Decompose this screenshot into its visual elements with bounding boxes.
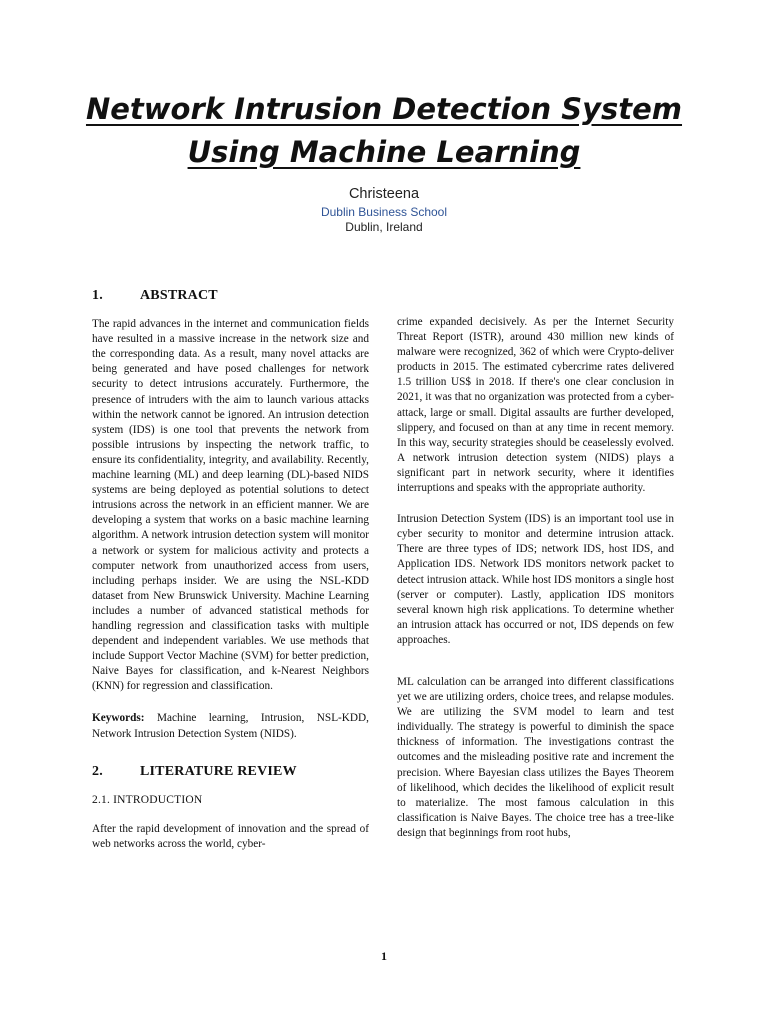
literature-heading-text: LITERATURE REVIEW — [140, 763, 297, 779]
paper-title-line-2: Using Machine Learning — [187, 135, 581, 169]
author-name: Christeena — [348, 186, 420, 202]
literature-section-number: 2. — [92, 763, 103, 779]
paper-title — [40, 88, 728, 174]
right-paragraph-1: crime expanded decisively. As per the Internet Security Threat Report (ISTR), around 430 million new kinds of malware were recognized, 362 of which were Crypto-deliver products in 2015. The estimated cybercrime rates delivered 1.5 trillion US$ in 2018. If there's one clear conclusion in 2021, it was that no organization was protected from a cyber-attack, large or small. Digital assaults are further developed, slippery, and focused on than at any time in recent memory. In this way, security strategies should be ceaselessly evolved. A network intrusion detection system (NIDS) plays a significant part in network security, where it identifies interruptions and speaks with the appropriate authority. — [397, 316, 674, 495]
right-paragraph-3: ML calculation can be arranged into different classifications yet we are utilizing orders, choice trees, and relapse modules. We are utilizing the SVM model to learn and test individually. The strategy is powerful to diminish the space thickness of information. The investigations contrast the outcomes and the misleading positive rate and increment the precision. Where Bayesian class utilizes the Bayes Theorem of likelihood, which decides the likelihood of explicit result to materialize. The most famous calculation in this classification is Naive Bayes. The choice tree has a tree-like design that beginnings from root hubs, — [397, 675, 674, 839]
introduction-subheading: 2.1. INTRODUCTION — [92, 793, 203, 806]
abstract-body: The rapid advances in the internet and communication fields have resulted in a massive increase in the network size and the corresponding data. As a result, many novel attacks are being generated and have posed challenges for network security to detect intrusions accurately. Furthermore, the presence of intruders with the aim to launch various attacks within the network cannot be ignored. An intrusion detection system (IDS) is one tool that prevents the network from possible intrusions by inspecting the network traffic, to ensure its confidentiality, integrity, and availability. Recently, machine learning (ML) and deep learning (DL)-based NIDS systems are being deployed as potential solutions to detect intrusions across the network in an efficient manner. We are developing a system that works on a basic machine learning algorithm. A network intrusion detection system will monitor a network or system for malicious activity and protects a computer network from unauthorized access from users, including perhaps insider. We are using the NSL-KDD dataset from New Brunswick University. Machine Learning includes a number of advanced statistical methods for handling regression and classification tasks with multiple dependent and independent variables. We use methods that include Support Vector Machine (SVM) for better prediction, Naive Bayes for classification, and k-Nearest Neighbors (KNN) for regression and classification. — [92, 318, 369, 693]
abstract-heading — [92, 288, 369, 303]
literature-review-heading — [92, 764, 369, 779]
page-number: 1 — [381, 949, 387, 963]
paper-title-line-1: Network Intrusion Detection System — [85, 92, 683, 126]
abstract-section-number: 1. — [92, 288, 103, 303]
author-location: Dublin, Ireland — [345, 220, 423, 234]
right-column — [397, 315, 674, 841]
left-column — [92, 288, 369, 852]
right-paragraph-2: Intrusion Detection System (IDS) is an important tool use in cyber security to monitor and determine intrusion attack. There are three types of IDS; network IDS, host IDS, and Application IDS. Network IDS monitors network packet to detect intrusion attack. While host IDS monitors a single host (server or computer). Lastly, application IDS monitors several known high risk applications. To determine whether an intrusion attack has occurred or not, IDS depends on few approaches. — [397, 513, 674, 646]
author-affiliation: Dublin Business School — [320, 205, 448, 219]
keywords-label: Keywords: — [92, 712, 145, 725]
keywords — [92, 711, 369, 741]
introduction-paragraph: After the rapid development of innovation and the spread of web networks across the world, cyber- — [92, 822, 369, 850]
abstract-heading-text: ABSTRACT — [140, 288, 218, 303]
keywords-text: Machine learning, Intrusion, NSL-KDD, Network Intrusion Detection System (NIDS). — [92, 712, 369, 740]
